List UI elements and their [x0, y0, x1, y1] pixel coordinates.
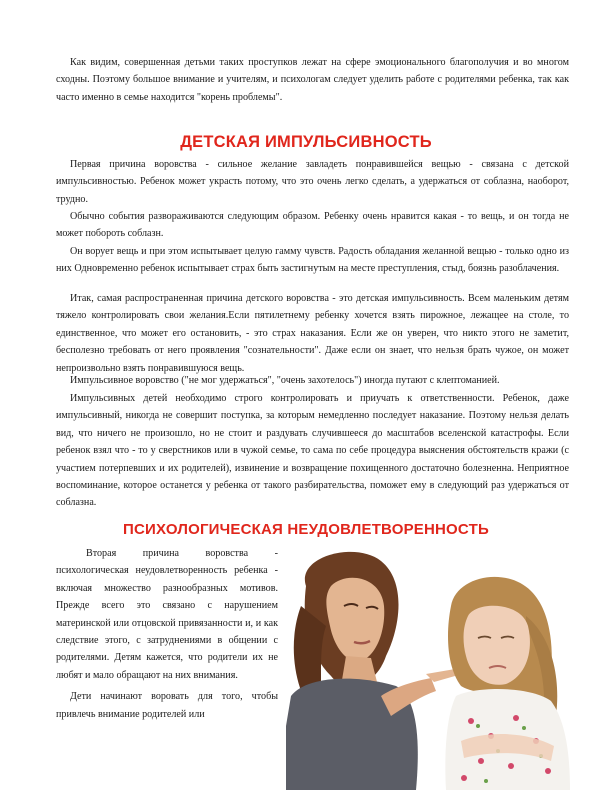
- section1-paragraph-1: Первая причина воровства - сильное желание завладеть понравившейся вещью - связана с детской импульсивностью. Ребенок может украсть потому, что это очень легко сделать, а удержаться от соблазна, наоборот, трудно.: [56, 159, 569, 205]
- mother-scolding-child-photo: [286, 546, 570, 790]
- section1-paragraph-3: Он ворует вещь и при этом испытывает целую гамму чувств. Радость обладания желанной вещью - только одно из них Одновременно ребенок испытывает страх быть застигнутым на месте преступления, стыд, боязнь разоблачения.: [56, 246, 569, 275]
- section2-heading: ПСИХОЛОГИЧЕСКАЯ НЕУДОВЛЕТВОРЕННОСТЬ: [123, 521, 489, 538]
- section2-text-column: [56, 545, 278, 723]
- section2-paragraph-2: Дети начинают воровать для того, чтобы привлечь внимание родителей или: [56, 691, 278, 720]
- intro-paragraph: Как видим, совершенная детьми таких проступков лежат на сфере эмоционального благополучия и во многом сходны. Поэтому большое внимание и учителям, и психологам следует уделить работе с родителями ребенка, так как часто именно в семье находится "корень проблемы".: [56, 57, 569, 103]
- section1-paragraph-4: Итак, самая распространенная причина детского воровства - это детская импульсивность. Всем маленьким детям тяжело контролировать свои желания.Если пятилетнему ребенку хочется взять пирожное, лежащее на столе, то единственное, что может его остановить, - это страх наказания. Если же он уверен, что никто этого не заметит, бесполезно требовать от него проявления "сознательности". Даже если он знает, что нельзя брать чужое, он может непроизвольно взять понравившуюся вещь.: [56, 293, 569, 374]
- section1-paragraph-2: Обычно события развораживаются следующим образом. Ребенку очень нравится какая - то вещь, и он тогда не может побороть соблазн.: [56, 211, 569, 240]
- section1-paragraph-5: Импульсивное воровство ("не мог удержаться", "очень захотелось") иногда путают с клептоманией.: [70, 375, 500, 386]
- photo-illustration: [286, 546, 570, 790]
- section1-paragraph-6: Импульсивных детей необходимо строго контролировать и приучать к ответственности. Ребенок, даже импульсивный, никогда не совершит поступка, за которым немедленно последует наказание. Поэтому нельзя делать вид, что ничего не произошло, но не стоит и раздувать случившееся до масштабов вселенской катастрофы. Если ребенок взял что - то у сверстников или в чужой семье, то сама по себе процедура выяснения обстоятельств кражи (с участием потерпевших и их родителей), извинение и возвращение похищенного достаточно болезненна. Неприятное воспоминание, которое останется у ребенка от такого разбирательства, поможет ему в следующий раз удержаться от соблазна.: [56, 393, 569, 509]
- section2-paragraph-1: Вторая причина воровства - психологическая неудовлетворенность ребенка - включая множество разнообразных мотивов. Прежде всего это связано с нарушением материнской или отцовской привязанности и, и как следствие этого, с затруднениями в общении с родителями. Детям кажется, что родители их не любят и мало обращают на них внимания.: [56, 548, 278, 681]
- section1-heading: ДЕТСКАЯ ИМПУЛЬСИВНОСТЬ: [180, 133, 432, 151]
